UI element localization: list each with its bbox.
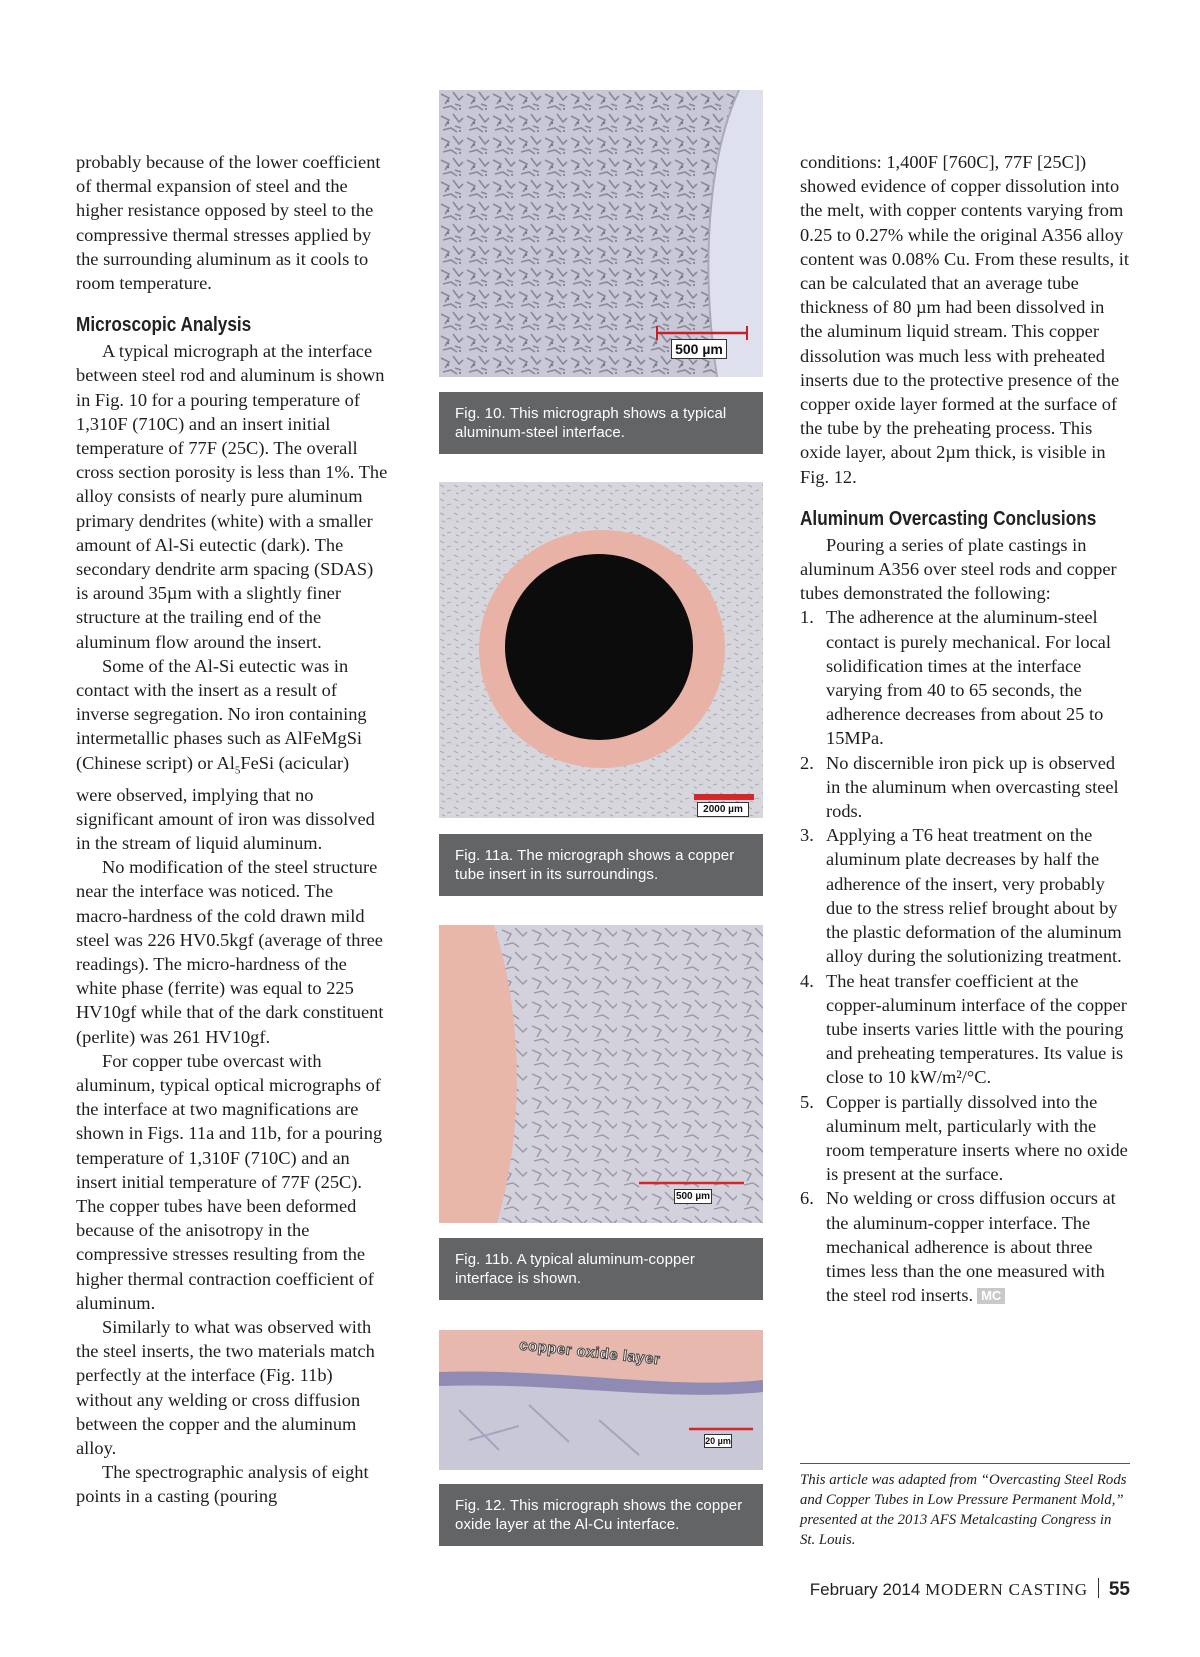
figure-11b-caption: Fig. 11b. A typical aluminum-copper interface is shown. — [439, 1238, 763, 1300]
paragraph: probably because of the lower coefficient of thermal expansion of steel and the higher resistance opposed by steel to the compressive thermal stresses applied by the surrounding aluminum as it cools to room temperature. — [76, 152, 381, 294]
micrograph-image — [439, 925, 763, 1223]
page-number: 55 — [1108, 1579, 1130, 1600]
subscript: 5 — [234, 764, 241, 777]
figure-11a-micrograph — [439, 482, 763, 818]
paragraph — [76, 654, 388, 855]
list-item — [800, 751, 1130, 824]
paragraph: Similarly to what was observed with the steel inserts, the two materials match perfectly at the interface (Fig. 11b) without any welding or cross diffusion between the copper and the aluminum alloy. — [76, 1317, 375, 1459]
section-heading-conclusions: Aluminum Overcasting Conclusions — [800, 507, 1097, 530]
scale-bar-label: 20 µm — [705, 1436, 731, 1446]
list-item-text: The adherence at the aluminum-steel contact is purely mechanical. For local solidification times at the interface varying from 40 to 65 seconds, the adherence decreases from about 25 to 15MPa. — [826, 607, 1111, 749]
micrograph-image — [439, 482, 763, 818]
text-run: FeSi (acicular) were observed, implying that no significant amount of iron was dissolved in the stream of liquid aluminum. — [76, 752, 375, 853]
list-item — [800, 969, 1130, 1090]
list-number: 1. — [800, 607, 814, 628]
paragraph: conditions: 1,400F [760C], 77F [25C]) showed evidence of copper dissolution into the melt, with copper contents varying from 0.25 to 0.27% while the original A356 alloy content was 0.08% Cu. From these results, it can be calculated that an average tube thickness of 80 µm had been dissolved in the aluminum liquid stream. This copper dissolution was much less with preheated inserts due to the protective presence of the copper oxide layer formed at the surface of the tube by the preheating process. This oxide layer, about 2µm thick, is visible in Fig. 12. — [800, 152, 1129, 487]
paragraph: Pouring a series of plate castings in aluminum A356 over steel rods and copper tubes demonstrated the following: — [800, 534, 1117, 604]
right-column — [800, 150, 1130, 1307]
scale-bar-label: 500 µm — [675, 1191, 711, 1202]
list-item — [800, 605, 1130, 750]
list-item-text: No discernible iron pick up is observed in the aluminum when overcasting steel rods. — [826, 752, 1119, 822]
article-source-note: This article was adapted from “Overcasting Steel Rods and Copper Tubes in Low Pressure Permanent Mold,” presented at the 2013 AFS Metalcasting Congress in St. Louis. — [800, 1463, 1130, 1550]
figure-11a-caption: Fig. 11a. The micrograph shows a copper tube insert in its surroundings. — [439, 834, 763, 896]
figure-12-micrograph — [439, 1330, 763, 1470]
list-item-text: No welding or cross diffusion occurs at the aluminum-copper interface. The mechanical adherence is about three times less than the one measured with the steel rod inserts. — [826, 1188, 1116, 1306]
figure-annotation-label: copper oxide layer — [518, 1336, 662, 1369]
list-item-text: The heat transfer coefficient at the copper-aluminum interface of the copper tube inserts varies little with the pouring and preheating temperatures. Its value is close to 10 kW/m²/°C. — [826, 970, 1127, 1088]
list-number: 3. — [800, 825, 814, 846]
issue-date: February 2014 — [809, 1580, 921, 1599]
list-item — [800, 1186, 1130, 1307]
list-item — [800, 1090, 1130, 1187]
list-number: 6. — [800, 1188, 814, 1209]
figure-12-caption: Fig. 12. This micrograph shows the copper oxide layer at the Al-Cu interface. — [439, 1484, 763, 1546]
paragraph: A typical micrograph at the interface between steel rod and aluminum is shown in Fig. 10 for a pouring temperature of 1,310F (710C) and an insert initial temperature of 77F (25C). The overall cross section porosity is less than 1%. The alloy consists of nearly pure aluminum primary dendrites (white) with a smaller amount of Al-Si eutectic (dark). The secondary dendrite arm spacing (SDAS) is around 35µm with a slightly finer structure at the trailing end of the aluminum flow around the insert. — [76, 341, 388, 652]
list-number: 5. — [800, 1091, 814, 1112]
list-item — [800, 823, 1130, 968]
scale-bar-label: 500 µm — [671, 339, 727, 359]
text-run: Some of the Al-Si eutectic was in contact with the insert as a result of inverse segregation. No iron containing intermetallic phases such as AlFeMgSi (Chinese script) or Al — [76, 655, 367, 773]
paragraph: For copper tube overcast with aluminum, typical optical micrographs of the interface at two magnifications are shown in Figs. 11a and 11b, for a pouring temperature of 1,310F (710C) and an insert initial temperature of 77F (25C). The copper tubes have been deformed because of the anisotropy in the compressive stresses resulting from the higher thermal contraction coefficient of aluminum. — [76, 1050, 383, 1313]
footer-divider — [1098, 1578, 1099, 1598]
list-item-text: Applying a T6 heat treatment on the aluminum plate decreases by half the adherence of the insert, very probably due to the stress relief brought about by the plastic deformation of the aluminum alloy during the solutionizing treatment. — [826, 825, 1122, 967]
page-footer — [810, 1578, 1130, 1601]
magazine-name: MODERN CASTING — [925, 1580, 1088, 1599]
conclusions-list — [800, 605, 1130, 1307]
scale-bar-label: 2000 µm — [697, 802, 749, 817]
figure-10-micrograph — [439, 90, 763, 377]
list-item-text: Copper is partially dissolved into the aluminum melt, particularly with the room temperature inserts where no oxide is present at the surface. — [826, 1091, 1128, 1185]
figure-10-caption: Fig. 10. This micrograph shows a typical aluminum-steel interface. — [439, 392, 763, 454]
paragraph: No modification of the steel structure near the interface was noticed. The macro-hardness of the cold drawn mild steel was 226 HV0.5kgf (average of three readings). The micro-hardness of the white phase (ferrite) was equal to 225 HV10gf while that of the dark constituent (perlite) was 261 HV10gf. — [76, 857, 384, 1047]
section-heading-microscopic-analysis: Microscopic Analysis — [76, 314, 252, 337]
figure-11b-micrograph — [439, 925, 763, 1223]
micrograph-image — [439, 90, 763, 377]
end-mark-badge: MC — [977, 1288, 1005, 1304]
paragraph: The spectrographic analysis of eight points in a casting (pouring — [76, 1462, 369, 1507]
list-number: 4. — [800, 970, 814, 991]
list-number: 2. — [800, 752, 814, 773]
left-column — [76, 150, 388, 1509]
